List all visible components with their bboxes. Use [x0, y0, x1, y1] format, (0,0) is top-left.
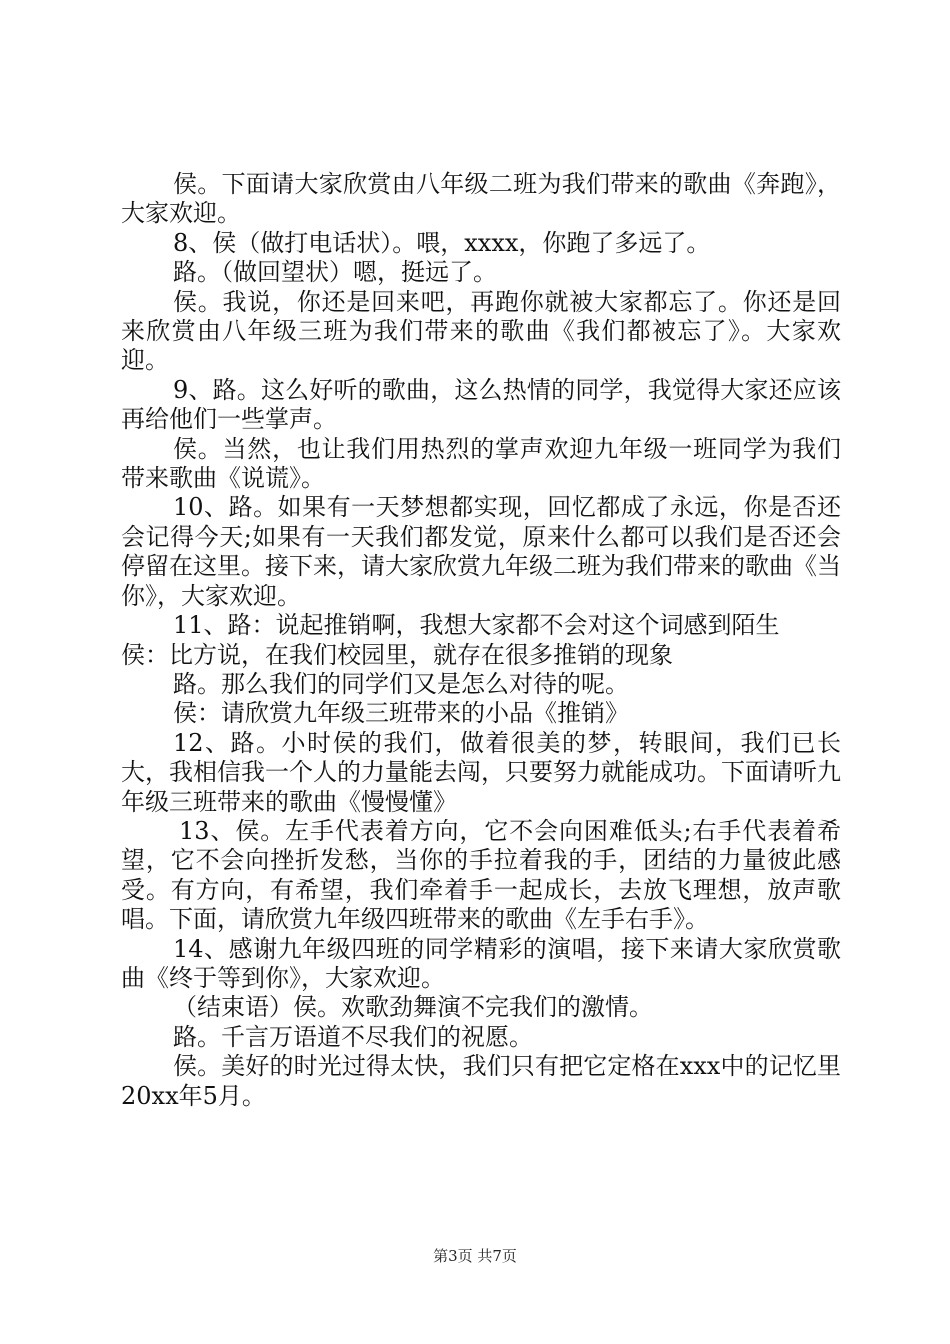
paragraph: 侯。下面请大家欣赏由八年级二班为我们带来的歌曲《奔跑》，大家欢迎。	[121, 170, 841, 228]
paragraph: 12、路。小时侯的我们，做着很美的梦，转眼间，我们已长大，我相信我一个人的力量能去闯，只要努力就能成功。下面请听九年级三班带来的歌曲《慢慢懂》	[121, 728, 841, 816]
paragraph: 8、侯（做打电话状）。喂，xxxx，你跑了多远了。	[173, 228, 711, 257]
paragraph: 侯：请欣赏九年级三班带来的小品《推销》	[173, 699, 629, 728]
paragraph: 13、侯。左手代表着方向，它不会向困难低头;右手代表着希望，它不会向挫折发愁，当你的手拉着我的手，团结的力量彼此感受。有方向，有希望，我们牵着手一起成长，去放飞理想，放声歌唱。下面，请欣赏九年级四班带来的歌曲《左手右手》。	[121, 816, 841, 934]
paragraph: 侯：比方说，在我们校园里，就存在很多推销的现象	[121, 640, 673, 669]
document-body	[121, 170, 841, 1111]
page-footer: 第3页 共7页	[433, 1247, 517, 1265]
paragraph: 侯。美好的时光过得太快，我们只有把它定格在xxx中的记忆里20xx年5月。	[121, 1052, 841, 1110]
paragraph: 11、路：说起推销啊，我想大家都不会对这个词感到陌生	[173, 611, 780, 640]
paragraph: 14、感谢九年级四班的同学精彩的演唱，接下来请大家欣赏歌曲《终于等到你》，大家欢迎。	[121, 934, 841, 992]
paragraph: 路。千言万语道不尽我们的祝愿。	[173, 1022, 533, 1051]
paragraph: 路。那么我们的同学们又是怎么对待的呢。	[173, 669, 629, 698]
paragraph: 侯。我说，你还是回来吧，再跑你就被大家都忘了。你还是回来欣赏由八年级三班为我们带来的歌曲《我们都被忘了》。大家欢迎。	[121, 287, 841, 375]
paragraph: （结束语）侯。欢歌劲舞演不完我们的激情。	[173, 993, 653, 1022]
paragraph: 路。（做回望状）嗯，挺远了。	[173, 258, 497, 287]
paragraph: 10、路。如果有一天梦想都实现，回忆都成了永远，你是否还会记得今天;如果有一天我们都发觉，原来什么都可以我们是否还会停留在这里。接下来，请大家欣赏九年级二班为我们带来的歌曲《当你》，大家欢迎。	[121, 493, 841, 610]
paragraph: 侯。当然，也让我们用热烈的掌声欢迎九年级一班同学为我们带来歌曲《说谎》。	[121, 434, 841, 493]
paragraph: 9、路。这么好听的歌曲，这么热情的同学，我觉得大家还应该再给他们一些掌声。	[121, 375, 841, 434]
